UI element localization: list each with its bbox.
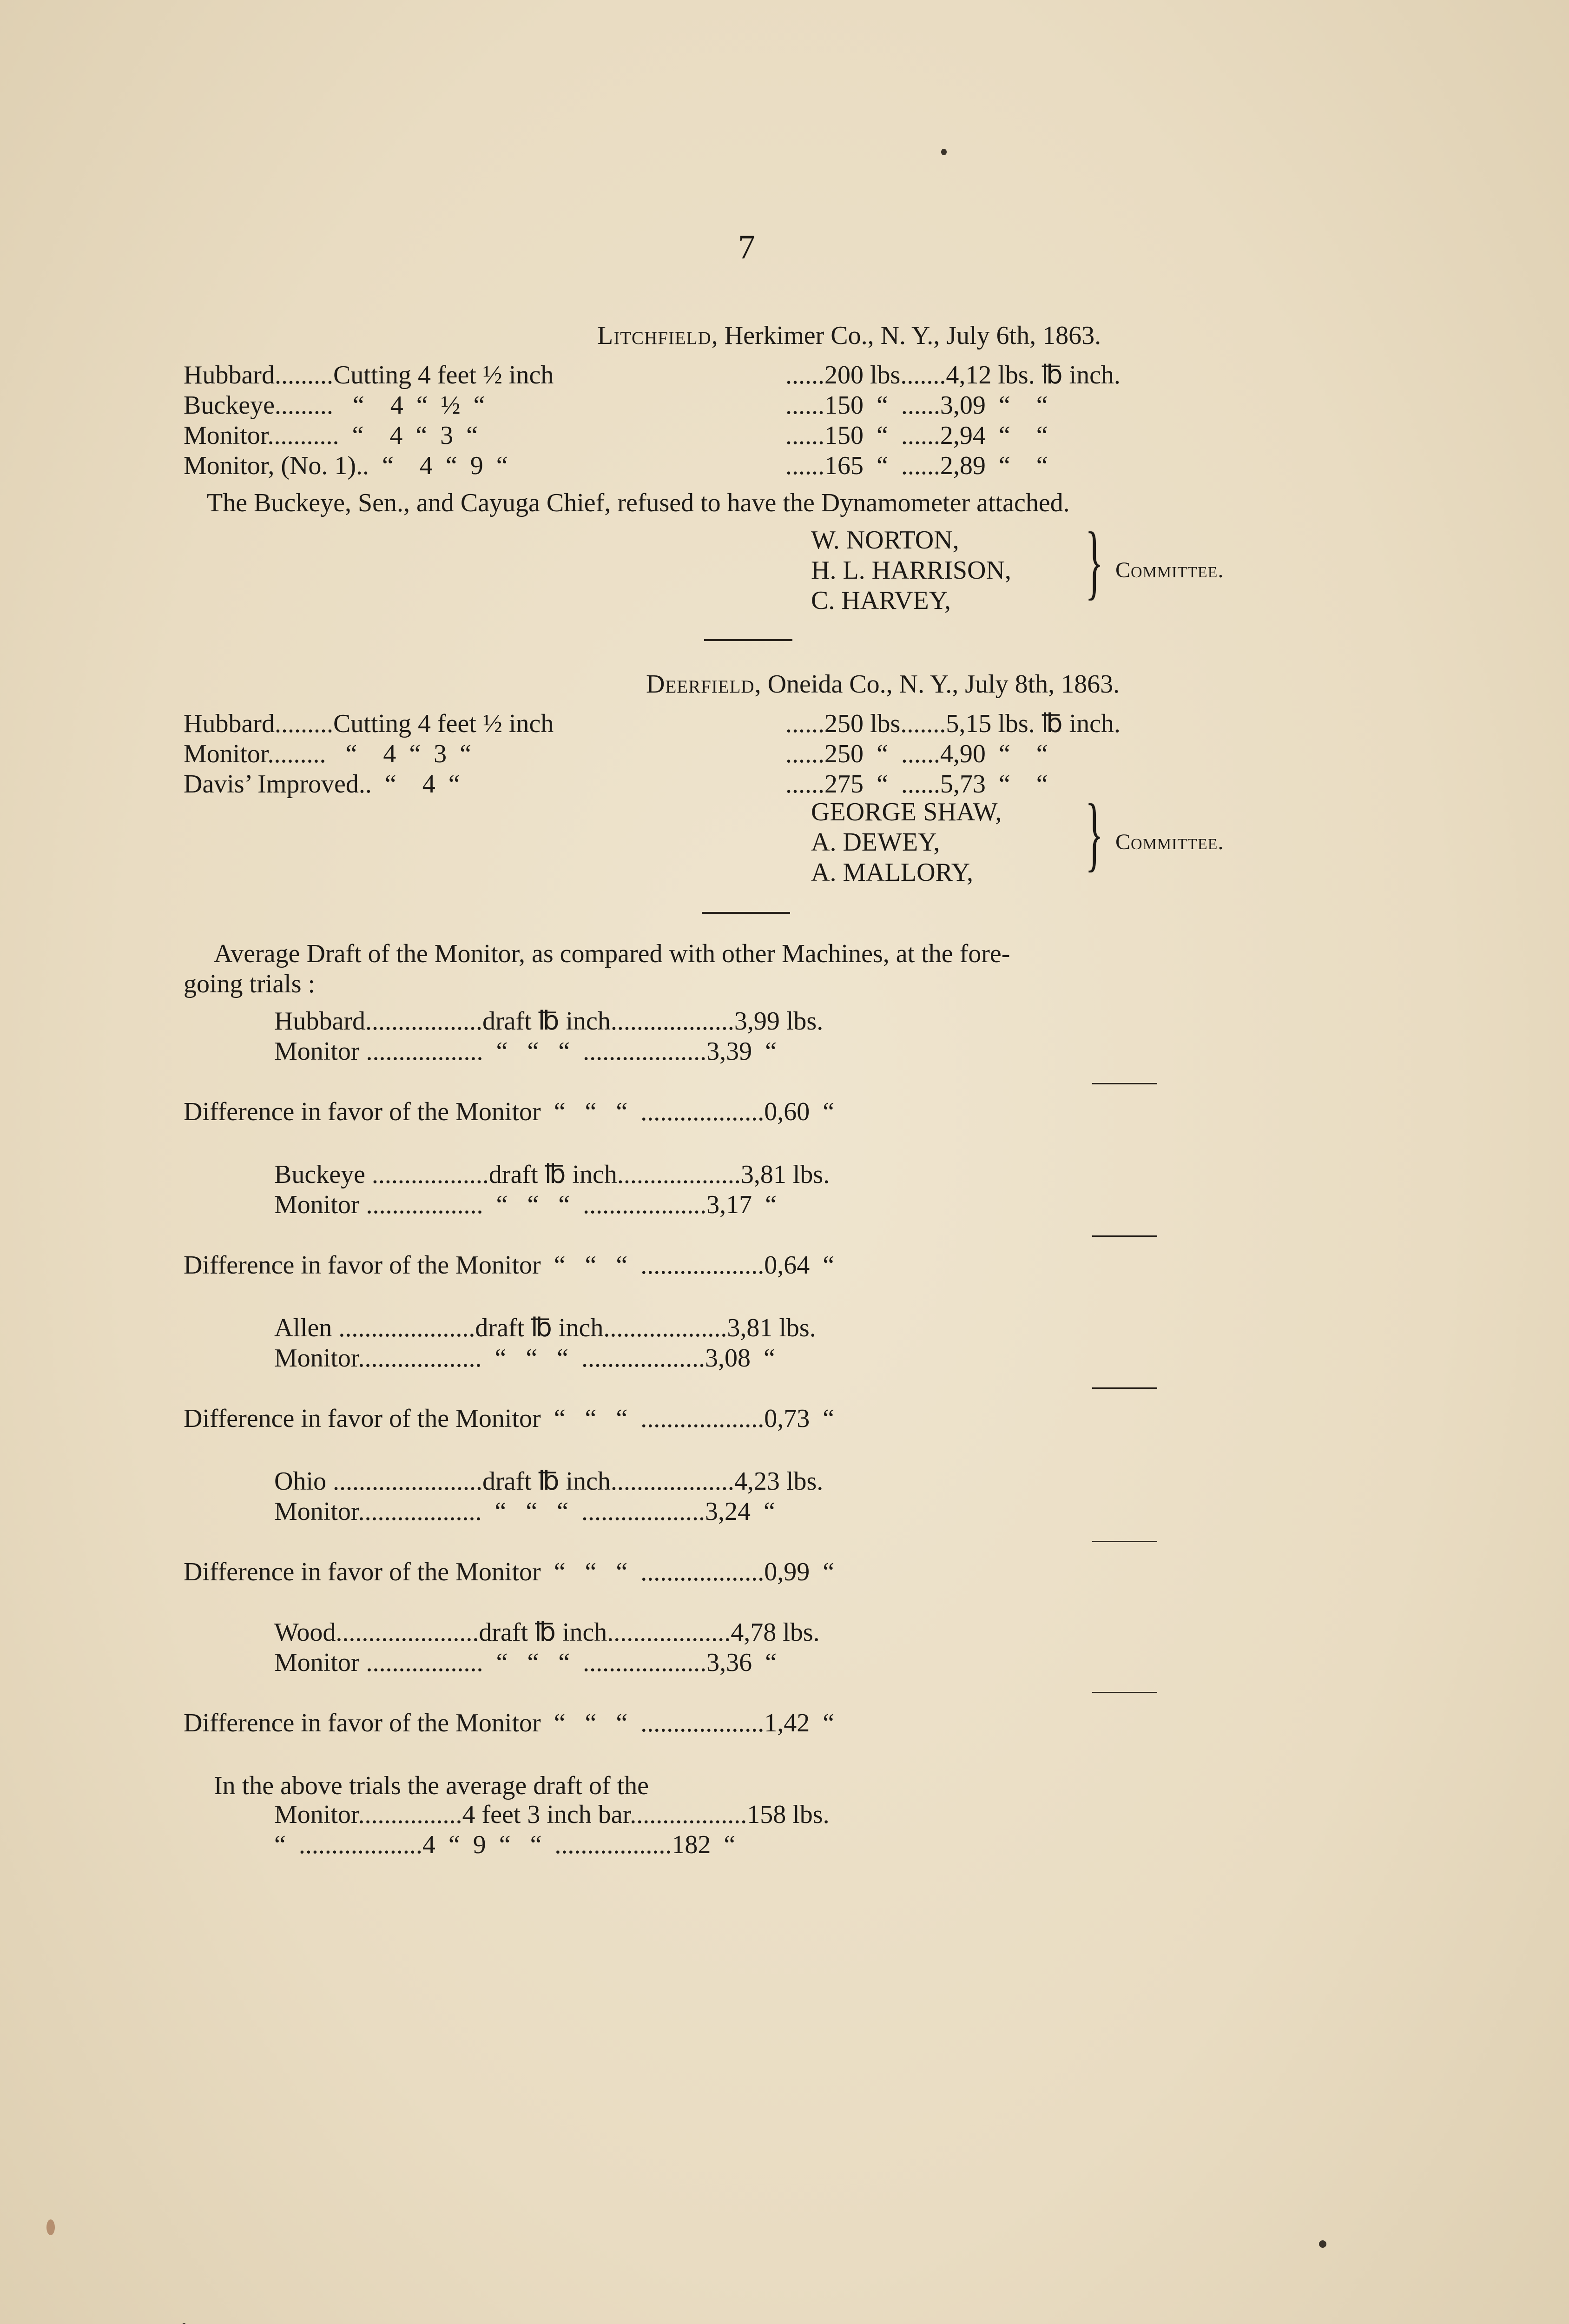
committee-brace: }: [1085, 515, 1103, 607]
committee-member: C. HARVEY,: [811, 586, 951, 615]
paper-speck: [1319, 2240, 1326, 2248]
deerfield-row-draft: ......250 “ ......4,90 “ “: [785, 739, 1048, 768]
sum-rule: [1092, 1692, 1157, 1693]
monitor-draft-line: Monitor .................. “ “ “ ...................3,36 “: [274, 1648, 777, 1677]
summary-intro: In the above trials the average draft of the: [214, 1771, 649, 1800]
average-intro: Average Draft of the Monitor, as compared with other Machines, at the fore-: [214, 939, 1010, 968]
litchfield-row-draft: ......150 “ ......2,94 “ “: [785, 421, 1048, 450]
monitor-draft-line: Monitor................... “ “ “ ...................3,08 “: [274, 1344, 775, 1373]
committee-member: A. MALLORY,: [811, 858, 974, 887]
machine-draft-line: Allen .....................draft ℔ inch...................3,81 lbs.: [274, 1314, 816, 1342]
paper-speck: [46, 2219, 55, 2235]
committee-member: H. L. HARRISON,: [811, 556, 1011, 585]
monitor-draft-line: Monitor .................. “ “ “ ...................3,17 “: [274, 1190, 777, 1219]
litchfield-row-draft: ......200 lbs.......4,12 lbs. ℔ inch.: [785, 361, 1121, 390]
summary-line: Monitor................4 feet 3 inch bar..................158 lbs.: [274, 1800, 830, 1829]
deerfield-heading: [646, 669, 1120, 699]
sum-rule: [1092, 1235, 1157, 1237]
committee-member: A. DEWEY,: [811, 828, 940, 857]
deerfield-place: Deerfield: [646, 670, 755, 699]
litchfield-row: Buckeye......... “ 4 “ ½ “: [184, 391, 485, 420]
committee-member: W. NORTON,: [811, 526, 959, 555]
difference-line: Difference in favor of the Monitor “ “ “ ...................1,42 “: [184, 1709, 835, 1737]
monitor-draft-line: Monitor................... “ “ “ ...................3,24 “: [274, 1497, 775, 1526]
machine-draft-line: Ohio .......................draft ℔ inch...................4,23 lbs.: [274, 1467, 824, 1496]
litchfield-heading-rest: , Herkimer Co., N. Y., July 6th, 1863.: [711, 321, 1101, 350]
machine-draft-line: Wood......................draft ℔ inch...................4,78 lbs.: [274, 1618, 820, 1647]
sum-rule: [1092, 1541, 1157, 1542]
litchfield-row-draft: ......165 “ ......2,89 “ “: [785, 451, 1048, 480]
difference-line: Difference in favor of the Monitor “ “ “ ...................0,64 “: [184, 1251, 835, 1280]
deerfield-heading-rest: , Oneida Co., N. Y., July 8th, 1863.: [754, 670, 1120, 699]
machine-draft-line: Hubbard..................draft ℔ inch...................3,99 lbs.: [274, 1007, 824, 1036]
litchfield-row-draft: ......150 “ ......3,09 “ “: [785, 391, 1048, 420]
deerfield-row: Davis’ Improved.. “ 4 “: [184, 770, 460, 799]
difference-line: Difference in favor of the Monitor “ “ “ ...................0,60 “: [184, 1097, 835, 1126]
litchfield-row: Monitor, (No. 1).. “ 4 “ 9 “: [184, 451, 508, 480]
deerfield-row-draft: ......250 lbs.......5,15 lbs. ℔ inch.: [785, 709, 1121, 738]
summary-line: “ ...................4 “ 9 “ “ ..................182 “: [274, 1830, 736, 1859]
page-number: 7: [738, 228, 755, 266]
difference-line: Difference in favor of the Monitor “ “ “ ...................0,73 “: [184, 1404, 835, 1433]
sum-rule: [1092, 1387, 1157, 1389]
machine-draft-line: Buckeye ..................draft ℔ inch...................3,81 lbs.: [274, 1160, 830, 1189]
deerfield-row-draft: ......275 “ ......5,73 “ “: [785, 770, 1048, 799]
committee-label: Committee.: [1115, 830, 1224, 854]
difference-line: Difference in favor of the Monitor “ “ “ ...................0,99 “: [184, 1558, 835, 1586]
monitor-draft-line: Monitor .................. “ “ “ ...................3,39 “: [274, 1037, 777, 1066]
committee-member: GEORGE SHAW,: [811, 798, 1002, 826]
committee-brace: }: [1085, 787, 1103, 879]
litchfield-row: Monitor........... “ 4 “ 3 “: [184, 421, 478, 450]
litchfield-heading: [597, 321, 1101, 350]
litchfield-row: Hubbard.........Cutting 4 feet ½ inch: [184, 361, 554, 390]
section-divider: [702, 912, 790, 914]
paper-speck: [941, 149, 947, 155]
litchfield-place: Litchfield: [597, 321, 712, 350]
deerfield-row: Monitor......... “ 4 “ 3 “: [184, 739, 472, 768]
committee-label: Committee.: [1115, 558, 1224, 582]
sum-rule: [1092, 1083, 1157, 1084]
average-intro-cont: going trials :: [184, 970, 316, 998]
deerfield-row: Hubbard.........Cutting 4 feet ½ inch: [184, 709, 554, 738]
section-divider: [704, 639, 792, 641]
litchfield-note: The Buckeye, Sen., and Cayuga Chief, refused to have the Dynamometer attached.: [207, 489, 1070, 517]
